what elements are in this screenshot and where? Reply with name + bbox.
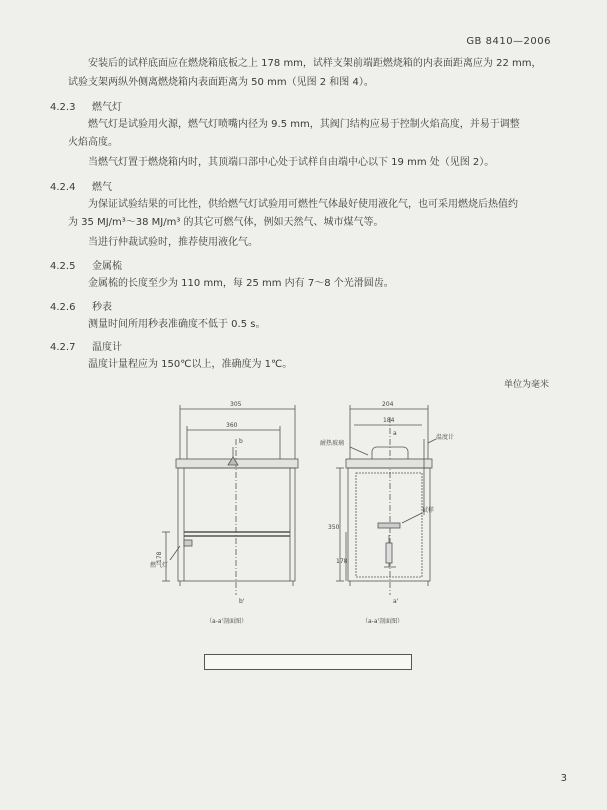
section-number: 4.2.5 — [50, 261, 76, 272]
unit-note: 单位为毫米 — [503, 380, 549, 390]
paragraph-line: 金属梳的长度至少为 110 mm，每 25 mm 内有 7～8 个光滑圆齿。 — [88, 278, 394, 289]
dim-right-top: 204 — [382, 401, 394, 408]
paragraph-line: 火焰高度。 — [68, 137, 118, 148]
burner — [184, 540, 192, 546]
paragraph-line: 测量时间所用秒表准确度不低于 0.5 s。 — [88, 319, 266, 330]
dim-left-top: 305 — [230, 401, 242, 408]
label-a: a — [393, 430, 397, 437]
section-title: 燃气灯 — [92, 102, 122, 113]
section-number: 4.2.3 — [50, 102, 76, 113]
paragraph-line: 为保证试验结果的可比性，供给燃气灯试验用可燃性气体最好使用液化气，也可采用燃烧后热值约 — [88, 199, 518, 210]
section-title: 燃气 — [92, 182, 112, 193]
section-title: 秒表 — [92, 302, 112, 313]
label-b: b — [239, 438, 243, 445]
section-heading-4-2-6 — [50, 298, 112, 313]
paragraph-line: 温度计量程应为 150℃以上，准确度为 1℃。 — [88, 359, 293, 370]
dim-right-side: 178 — [336, 558, 348, 565]
section-heading-4-2-4 — [50, 178, 112, 193]
paragraph-line: 安装后的试样底面应在燃烧箱底板之上 178 mm，试样支架前端距燃烧箱的内表面距离应为 22 mm， — [88, 58, 542, 69]
section-number: 4.2.7 — [50, 342, 76, 353]
label-specimen: 试样 — [422, 507, 435, 514]
section-title: 金属梳 — [92, 261, 122, 272]
label-burner: 燃气灯 — [150, 562, 169, 569]
section-heading-4-2-3 — [50, 98, 122, 113]
caption-right: （a-a'剖面图） — [362, 618, 404, 625]
dim-left-side: 178 — [156, 551, 163, 563]
cabinet-cross-section-figure — [140, 395, 480, 635]
standard-code: GB 8410—2006 — [466, 36, 551, 47]
label-a-prime: a' — [393, 598, 399, 605]
label-glass: 耐热玻璃 — [320, 440, 345, 447]
figure-caption-box — [204, 654, 412, 670]
section-heading-4-2-7 — [50, 338, 122, 353]
section-number: 4.2.4 — [50, 182, 76, 193]
section-number: 4.2.6 — [50, 302, 76, 313]
caption-left: （a-a'剖面图） — [206, 618, 248, 625]
label-thermometer: 温度计 — [436, 434, 455, 441]
dim-right-height: 350 — [328, 524, 340, 531]
paragraph-line: 当燃气灯置于燃烧箱内时，其顶端口部中心处于试样自由端中心以下 19 mm 处（见图 2）。 — [88, 157, 495, 168]
specimen — [378, 523, 400, 528]
paragraph-line: 为 35 MJ/m³～38 MJ/m³ 的其它可燃气体，例如天然气、城市煤气等。 — [68, 217, 384, 228]
section-heading-4-2-5 — [50, 257, 122, 272]
dim-right-inner: 184 — [383, 417, 395, 424]
page-number: 3 — [560, 773, 567, 784]
paragraph-line: 燃气灯是试验用火源，燃气灯喷嘴内径为 9.5 mm，其阀门结构应易于控制火焰高度，并易于调整 — [88, 119, 520, 130]
paragraph-line: 当进行仲裁试验时，推荐使用液化气。 — [88, 237, 258, 248]
paragraph-line: 试验支架两纵外侧离燃烧箱内表面距离为 50 mm（见图 2 和图 4）。 — [68, 77, 374, 88]
dim-left-inner: 360 — [226, 422, 238, 429]
section-title: 温度计 — [92, 342, 122, 353]
label-b-prime: b' — [239, 598, 245, 605]
cabinet-body — [178, 468, 295, 581]
